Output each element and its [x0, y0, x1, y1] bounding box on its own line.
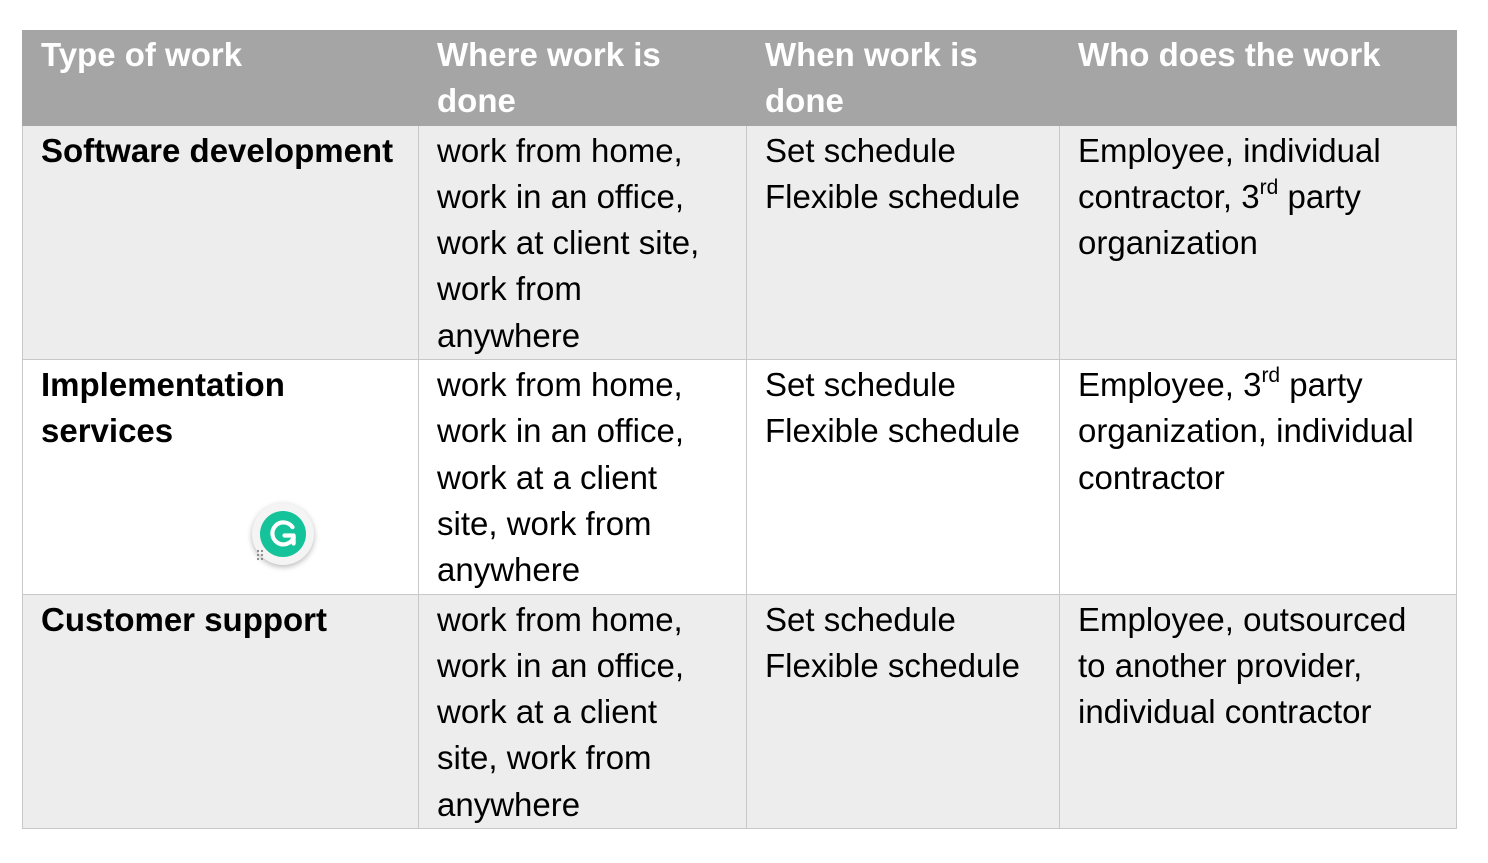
cell-line: Employee, individual — [1078, 131, 1381, 169]
cell-text: party — [1280, 366, 1363, 404]
when-cell — [747, 594, 1060, 828]
cell-text: party — [1278, 177, 1361, 215]
cell-line: work from home, — [437, 131, 683, 169]
cell-line: site, work from — [437, 739, 652, 777]
cell-line: anywhere — [437, 316, 581, 354]
header-who-does-the-work: Who does the work — [1060, 31, 1457, 126]
cell-line: work at a client — [437, 458, 658, 496]
cell-line: work at client site, — [437, 224, 700, 262]
header-where-work-is-done: Where work is done — [419, 31, 747, 126]
type-cell — [23, 360, 419, 594]
type-text: Implementation services — [41, 366, 285, 450]
cell-line: work from — [437, 270, 582, 308]
cell-line — [1078, 362, 1446, 408]
when-cell — [747, 125, 1060, 359]
cell-line: Flexible schedule — [765, 646, 1020, 684]
grammarly-drag-handle[interactable] — [256, 549, 264, 561]
cell-line: site, work from — [437, 504, 652, 542]
cell-line: contractor — [1078, 458, 1225, 496]
cell-line: work in an office, — [437, 177, 685, 215]
table-header-row — [23, 31, 1457, 126]
cell-line: anywhere — [437, 785, 581, 823]
cell-line: organization — [1078, 224, 1258, 262]
type-cell: Software development — [23, 125, 419, 359]
table-row — [23, 125, 1457, 359]
where-cell — [419, 360, 747, 594]
type-cell: Customer support — [23, 594, 419, 828]
cell-line: Employee, outsourced — [1078, 600, 1407, 638]
cell-line: individual contractor — [1078, 693, 1372, 731]
who-cell — [1060, 594, 1457, 828]
table-row — [23, 594, 1457, 828]
cell-line: work in an office, — [437, 412, 685, 450]
when-cell — [747, 360, 1060, 594]
cell-line: anywhere — [437, 551, 581, 589]
who-cell — [1060, 360, 1457, 594]
cell-line: Set schedule — [765, 600, 956, 638]
cell-line — [1078, 174, 1446, 220]
ordinal-suffix: rd — [1259, 175, 1279, 199]
grammarly-g-glyph — [260, 511, 306, 557]
cell-text: Employee, 3 — [1078, 366, 1262, 404]
cell-text: contractor, 3 — [1078, 177, 1260, 215]
cell-line: Flexible schedule — [765, 412, 1020, 450]
cell-line: Set schedule — [765, 366, 956, 404]
header-type-of-work: Type of work — [23, 31, 419, 126]
where-cell — [419, 125, 747, 359]
table-row — [23, 360, 1457, 594]
cell-line: work in an office, — [437, 646, 685, 684]
cell-line: Set schedule — [765, 131, 956, 169]
cell-line: work from home, — [437, 600, 683, 638]
cell-line: work at a client — [437, 693, 658, 731]
who-cell — [1060, 125, 1457, 359]
cell-line: work from home, — [437, 366, 683, 404]
ordinal-suffix: rd — [1261, 364, 1281, 388]
where-cell — [419, 594, 747, 828]
cell-line: organization, individual — [1078, 412, 1414, 450]
cell-line: to another provider, — [1078, 646, 1363, 684]
header-when-work-is-done: When work is done — [747, 31, 1060, 126]
work-arrangements-table — [22, 30, 1457, 829]
cell-line: Flexible schedule — [765, 177, 1020, 215]
